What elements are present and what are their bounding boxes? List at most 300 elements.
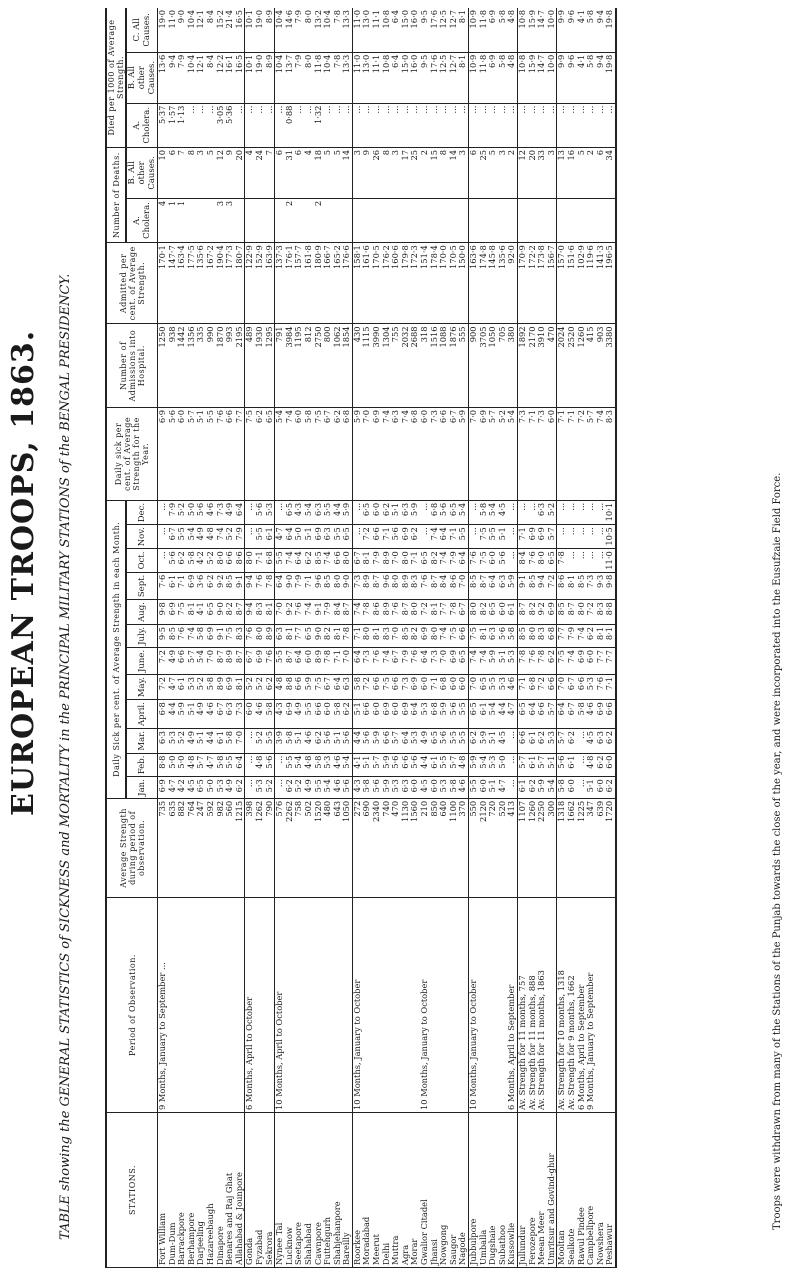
table-row [458,8,468,1268]
strength-cell: 592 [206,798,216,897]
month-cell: 5·8 [449,777,459,799]
month-cell: 7·6 [391,600,401,625]
admitted-pct-cell: 151·4 [420,243,430,324]
station-cell: Dum-Dum [168,1113,178,1268]
died-cholera-cell: ... [275,103,285,147]
month-cell: 8·7 [517,600,527,625]
died-all-cell: 10·0 [547,8,557,52]
admitted-pct-cell: 176·1 [285,243,295,324]
period-cell: 6 Months, April to September [507,898,517,1113]
deaths-cholera-cell [187,198,197,242]
month-cell: 7·6 [596,675,606,700]
daily-sick-cell: 7·5 [245,407,255,500]
strength-cell: 2250 [537,798,547,897]
admitted-pct-cell: 190·4 [216,243,226,324]
month-cell: 6·3 [342,675,352,700]
month-cell: 6·4 [410,700,420,729]
month-cell: 5·5 [488,525,498,549]
station-cell: Kussowlie [507,1113,517,1268]
deaths-cholera-cell [323,198,333,242]
month-cell: 4·9 [187,728,197,753]
month-cell: ... [586,525,596,549]
admissions-cell: 1876 [449,324,459,408]
month-cell: 6·2 [285,777,295,799]
died-other-cell: 19·0 [255,52,265,103]
month-cell: ... [577,777,587,799]
daily-sick-cell: 6·7 [323,407,333,500]
month-cell: 7·5 [177,600,187,625]
month-cell: ... [577,525,587,549]
month-cell: 5·6 [391,753,401,777]
month-cell: ... [158,549,168,572]
month-cell: 7·5 [449,624,459,647]
month-cell: 7·5 [225,624,235,647]
month-cell: 5·3 [507,647,517,674]
month-cell: 9·4 [245,600,255,625]
month-cell: ... [245,753,255,777]
month-cell: 4·7 [168,675,178,700]
month-cell: 6·3 [401,777,411,799]
daily-sick-cell: 6·9 [158,407,168,500]
month-cell: 6·6 [294,675,304,700]
month-cell: 7·7 [439,600,449,625]
month-cell: 5·1 [488,777,498,799]
month-cell: 7·3 [430,647,440,674]
statistics-table-container [105,8,765,1268]
month-cell: 5·4 [488,500,498,524]
died-all-cell: 5·8 [586,8,596,52]
month-cell: 7·5 [479,525,489,549]
period-cell: 10 Months, January to October [352,898,362,1113]
month-cell: 6·9 [187,572,197,599]
died-cholera-cell: ... [352,103,362,147]
month-cell: 6·0 [458,675,468,700]
died-other-cell: 10·9 [469,52,479,103]
month-cell: 6·0 [498,600,508,625]
admitted-pct-cell: 174·8 [479,243,489,324]
daily-sick-cell: 6·0 [177,407,187,500]
month-cell: 5·8 [362,777,372,799]
deaths-cholera-cell [245,198,255,242]
month-cell: 6·5 [547,549,557,572]
month-cell: 7·9 [235,525,245,549]
header-month: Nov. [126,525,158,549]
station-cell: Fort William [158,1113,168,1268]
died-cholera-cell: ... [342,103,352,147]
month-cell: 6·4 [557,700,567,729]
deaths-other-cell: 31 [285,147,295,198]
month-cell: 6·9 [225,675,235,700]
month-cell: 6·8 [547,624,557,647]
station-cell: Agra [401,1113,411,1268]
month-cell: 5·5 [488,675,498,700]
strength-cell: 1260 [528,798,538,897]
month-cell: 4·6 [458,777,468,799]
month-cell: 5·1 [391,500,401,524]
period-cell [439,898,449,1113]
month-cell: 5·3 [498,675,508,700]
died-cholera-cell: ... [265,103,275,147]
month-cell: 6·4 [285,525,295,549]
month-cell: 7·6 [469,549,479,572]
strength-cell: 413 [507,798,517,897]
month-cell: 8·9 [265,624,275,647]
deaths-cholera-cell: 3 [225,198,235,242]
month-cell: 6·4 [439,525,449,549]
month-cell: 4·2 [196,549,206,572]
deaths-cholera-cell [469,198,479,242]
period-cell: Av. Strength for 11 months, 888 [528,898,538,1113]
died-all-cell: 9·0 [177,8,187,52]
strength-cell: 790 [265,798,275,897]
admissions-cell: 318 [420,324,430,408]
station-cell: Seetapore [294,1113,304,1268]
month-cell: 6·1 [265,525,275,549]
strength-cell: 1520 [314,798,324,897]
month-cell: 5·5 [265,728,275,753]
died-all-cell: 8·9 [265,8,275,52]
month-cell: 6·8 [430,700,440,729]
admitted-pct-cell: 177·3 [225,243,235,324]
month-cell: 4·9 [225,777,235,799]
strength-cell: 1130 [401,798,411,897]
admitted-pct-cell: 178·4 [430,243,440,324]
died-all-cell: 10·4 [323,8,333,52]
month-cell: 6·0 [567,777,577,799]
strength-cell: 480 [323,798,333,897]
daily-sick-cell: 6·8 [342,407,352,500]
month-cell: 6·0 [449,675,459,700]
month-cell: 5·8 [314,753,324,777]
strength-cell: 2340 [372,798,382,897]
died-cholera-cell: ... [323,103,333,147]
died-all-cell: 11·0 [352,8,362,52]
month-cell: 9·4 [537,572,547,599]
died-other-cell: 8·1 [458,52,468,103]
admissions-cell: 2024 [557,324,567,408]
strength-cell: 982 [216,798,226,897]
month-cell: 5·9 [410,500,420,524]
month-cell: 5·7 [449,753,459,777]
strength-cell: 347 [586,798,596,897]
month-cell: 6·9 [420,624,430,647]
month-cell: 8·1 [479,624,489,647]
month-cell: ... [507,728,517,753]
strength-cell: 550 [469,798,479,897]
deaths-cholera-cell: 1 [177,198,187,242]
month-cell: 6·8 [528,675,538,700]
month-cell: 8·2 [323,624,333,647]
month-cell: 6·4 [235,753,245,777]
month-cell: 5·4 [323,777,333,799]
month-cell: ... [352,525,362,549]
deaths-cholera-cell [547,198,557,242]
month-cell: 7·2 [586,600,596,625]
died-all-cell: 12·7 [449,8,459,52]
month-cell: 5·1 [488,728,498,753]
month-cell: 7·8 [537,647,547,674]
month-cell: 5·0 [177,753,187,777]
daily-sick-cell: 5·7 [187,407,197,500]
admitted-pct-cell: 173·8 [537,243,547,324]
deaths-other-cell: 9 [362,147,372,198]
month-cell: 8·2 [479,600,489,625]
month-cell: ... [517,500,527,524]
daily-sick-cell: 7·1 [567,407,577,500]
header-monthly-group: Daily Sick per cent. of Average Strength in each Month. [106,500,126,798]
died-all-cell: 21·4 [225,8,235,52]
died-other-cell: 13·0 [362,52,372,103]
deaths-cholera-cell [255,198,265,242]
month-cell: 8·2 [528,600,538,625]
month-cell: ... [245,500,255,524]
month-cell: 6·2 [265,675,275,700]
died-other-cell: 17·6 [430,52,440,103]
header-month: April. [126,700,158,729]
month-cell: 6·4 [333,675,343,700]
deaths-other-cell: 8 [187,147,197,198]
month-cell: 7·7 [596,647,606,674]
died-all-cell: 8·0 [304,8,314,52]
month-cell: 7·0 [206,647,216,674]
month-cell: 6·7 [168,525,178,549]
month-cell: 8·3 [382,624,392,647]
month-cell: 5·7 [517,753,527,777]
month-cell: 7·1 [517,525,527,549]
month-cell: 5·8 [206,675,216,700]
admitted-pct-cell: 167·2 [206,243,216,324]
month-cell: 6·5 [449,500,459,524]
month-cell: 5·3 [265,500,275,524]
died-other-cell: 9·6 [567,52,577,103]
daily-sick-cell: 7·3 [517,407,527,500]
month-cell: 5·9 [342,500,352,524]
month-cell: ... [507,500,517,524]
month-cell: 8·9 [401,572,411,599]
month-cell: 9·1 [517,572,527,599]
deaths-other-cell: 3 [547,147,557,198]
month-cell: 6·1 [168,572,178,599]
month-cell: 5·7 [372,753,382,777]
month-cell: 6·7 [458,600,468,625]
died-cholera-cell: ... [537,103,547,147]
month-cell: 7·6 [372,647,382,674]
died-other-cell: 9·5 [420,52,430,103]
month-cell: 8·9 [382,549,392,572]
died-other-cell: 6·9 [488,52,498,103]
died-other-cell: 11·1 [372,52,382,103]
month-cell: 4·2 [177,777,187,799]
month-cell: 4·9 [225,500,235,524]
period-cell [342,898,352,1113]
header-month: Dec. [126,500,158,524]
month-cell: 5·8 [196,624,206,647]
month-cell: 4·7 [206,753,216,777]
died-all-cell: 14·6 [285,8,295,52]
month-cell: 8·8 [605,600,616,625]
deaths-cholera-cell [265,198,275,242]
period-cell [372,898,382,1113]
period-cell [323,898,333,1113]
month-cell: 7·4 [439,624,449,647]
admissions-cell: 1195 [294,324,304,408]
month-cell: 8·5 [401,624,411,647]
admitted-pct-cell: 170·9 [517,243,527,324]
died-all-cell: 10·8 [382,8,392,52]
month-cell: 3·6 [196,572,206,599]
admissions-cell: 2520 [567,324,577,408]
month-cell: 6·3 [596,728,606,753]
deaths-other-cell: 16 [567,147,577,198]
died-all-cell: 9·9 [557,8,567,52]
month-cell: 6·7 [216,700,226,729]
month-cell: 6·3 [498,572,508,599]
died-other-cell: 10·4 [187,52,197,103]
station-cell: Saugor [449,1113,459,1268]
died-cholera-cell: ... [410,103,420,147]
month-cell: 5·4 [458,500,468,524]
month-cell: 6·9 [528,525,538,549]
deaths-cholera-cell [342,198,352,242]
month-cell: 4·8 [206,525,216,549]
deaths-other-cell: 15 [430,147,440,198]
month-cell: 6·4 [294,647,304,674]
station-cell: Nynee Tal [275,1113,285,1268]
deaths-cholera-cell: 2 [314,198,324,242]
month-cell: 9·1 [216,624,226,647]
died-cholera-cell: ... [245,103,255,147]
died-all-cell: 19·0 [255,8,265,52]
died-other-cell: 11·8 [314,52,324,103]
station-cell: Gwalior Citadel [420,1113,430,1268]
month-cell: ... [567,500,577,524]
month-cell: 5·8 [507,624,517,647]
month-cell: 6·4 [488,572,498,599]
month-cell: 6·9 [168,600,178,625]
month-cell: 6·9 [577,647,587,674]
month-cell: 8·6 [449,572,459,599]
month-cell: 6·8 [439,675,449,700]
admitted-pct-cell: 163·6 [469,243,479,324]
month-cell: 6·3 [275,624,285,647]
month-cell: 6·0 [586,647,596,674]
month-cell: 4·4 [206,728,216,753]
deaths-cholera-cell [372,198,382,242]
deaths-cholera-cell [488,198,498,242]
month-cell: 5·5 [255,525,265,549]
admitted-pct-cell: 172·2 [528,243,538,324]
station-cell: Jhansi [430,1113,440,1268]
died-cholera-cell: ... [255,103,265,147]
deaths-other-cell: 34 [605,147,616,198]
month-cell: ... [507,753,517,777]
month-cell: 8·1 [285,624,295,647]
month-cell: 5·9 [479,728,489,753]
month-cell: 5·7 [557,728,567,753]
died-cholera-cell: ... [458,103,468,147]
month-cell: 7·3 [401,675,411,700]
month-cell: 10·5 [605,525,616,549]
month-cell: 5·7 [196,753,206,777]
admissions-cell: 3380 [605,324,616,408]
month-cell: 6·8 [265,549,275,572]
month-cell: 8·0 [342,549,352,572]
month-cell: ... [245,525,255,549]
period-cell [479,898,489,1113]
month-cell: 5·4 [187,525,197,549]
month-cell: ... [577,753,587,777]
daily-sick-cell: 6·7 [449,407,459,500]
daily-sick-cell: 8·3 [605,407,616,500]
deaths-other-cell: 8 [439,147,449,198]
station-cell: Barrackpore [177,1113,187,1268]
admitted-pct-cell: 170·5 [449,243,459,324]
period-cell: Av. Strength for 11 months, 1863 [537,898,547,1113]
month-cell: 6·6 [177,647,187,674]
month-cell: 8·5 [557,600,567,625]
admitted-pct-cell: 170·5 [372,243,382,324]
month-cell: 7·8 [362,600,372,625]
died-cholera-cell: ... [586,103,596,147]
deaths-cholera-cell [362,198,372,242]
daily-sick-cell: 7·3 [537,407,547,500]
admissions-cell: 2170 [528,324,538,408]
month-cell: 8·7 [285,647,295,674]
month-cell: 7·6 [177,624,187,647]
daily-sick-cell: 6·6 [225,407,235,500]
month-cell: 6·5 [304,624,314,647]
month-cell: 5·3 [488,753,498,777]
period-cell: 6 Months, April to September [577,898,587,1113]
month-cell: 4·8 [255,753,265,777]
month-cell: 7·6 [294,600,304,625]
month-cell: 10·1 [605,500,616,524]
month-cell: 5·0 [498,753,508,777]
deaths-cholera-cell [517,198,527,242]
month-cell: 7·8 [265,572,275,599]
admitted-pct-cell: 122·9 [245,243,255,324]
header-admitted-pct: Admitted per cent. of Average Strength. [106,243,158,324]
died-all-cell: 16·0 [410,8,420,52]
died-other-cell: 7·8 [333,52,343,103]
month-cell: ... [158,500,168,524]
month-cell: 9·6 [314,572,324,599]
died-all-cell: 17·6 [430,8,440,52]
month-cell: 6·9 [449,647,459,674]
station-cell: Futtehgurh [323,1113,333,1268]
month-cell: 5·8 [352,675,362,700]
month-cell: 7·1 [410,549,420,572]
period-cell [206,898,216,1113]
month-cell: 7·3 [362,647,372,674]
month-cell: 7·0 [391,549,401,572]
admitted-pct-cell: 119·6 [586,243,596,324]
period-cell [605,898,616,1113]
month-cell: 4·4 [420,753,430,777]
deaths-cholera-cell [410,198,420,242]
month-cell: ... [420,525,430,549]
strength-cell: 272 [352,798,362,897]
month-cell: 5·5 [323,500,333,524]
month-cell: 5·2 [177,500,187,524]
station-cell: Cawnpore [314,1113,324,1268]
month-cell: 6·3 [225,700,235,729]
period-cell [235,898,245,1113]
month-cell: 6·9 [596,700,606,729]
month-cell: 5·3 [216,777,226,799]
admissions-cell: 1050 [488,324,498,408]
month-cell: 5·8 [479,500,489,524]
